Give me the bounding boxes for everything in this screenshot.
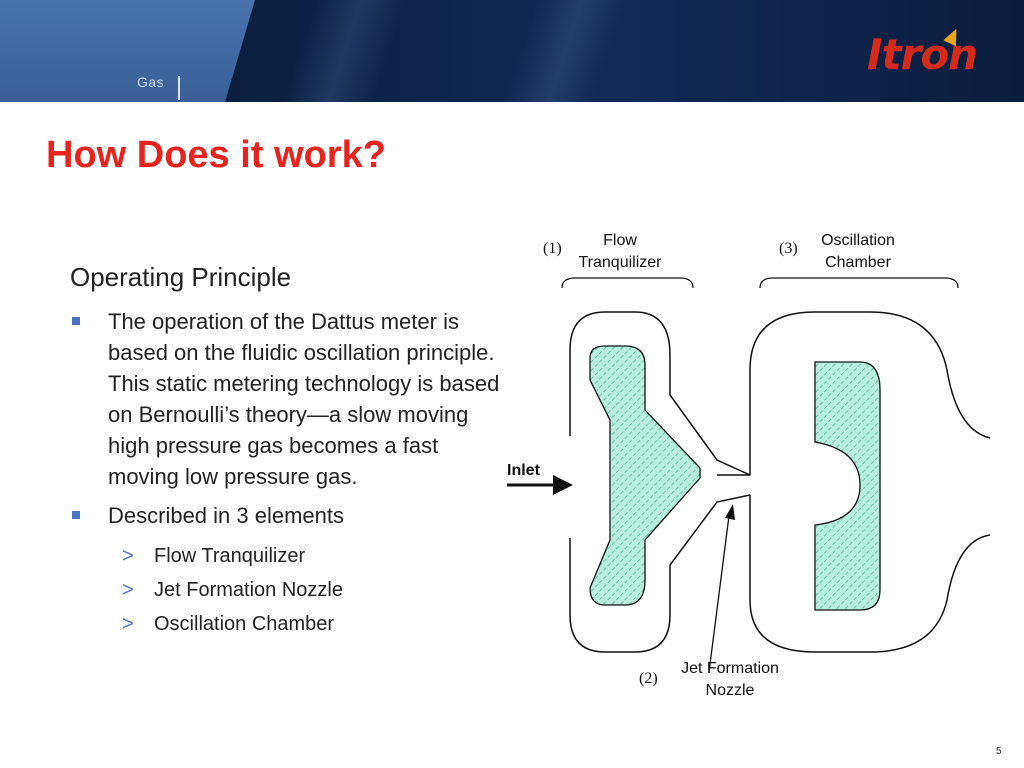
sub-bullet-item	[70, 539, 500, 573]
fluidic-oscillator-diagram	[495, 220, 1005, 715]
inlet-arrow-head	[553, 475, 573, 495]
itron-logo	[862, 28, 982, 82]
diagram-drawing	[495, 220, 1005, 715]
square-bullet-icon	[72, 317, 80, 325]
label-jet-formation-nozzle	[665, 658, 795, 702]
bullet-item	[70, 306, 500, 492]
header-streak	[283, 0, 406, 102]
page-number: 5	[996, 746, 1002, 757]
bullet-text: The operation of the Dattus meter is based on the fluidic oscillation principle. This static metering technology is based on Bernoulli’s theory—a slow moving high pressure gas becomes a fast moving low pressure gas.	[108, 309, 500, 489]
inlet-label: Inlet	[507, 462, 540, 479]
slide-subtitle: Operating Principle	[70, 262, 292, 292]
label-number-2: (2)	[639, 670, 658, 687]
section-divider	[178, 76, 180, 100]
header-streak	[503, 0, 626, 102]
label-line: Tranquilizer	[578, 254, 662, 271]
label-line: Chamber	[825, 254, 891, 271]
label-line: Flow	[603, 232, 637, 249]
header-accent-panel	[0, 0, 255, 102]
header-band	[0, 0, 1024, 102]
label-oscillation-chamber	[803, 230, 913, 274]
nozzle-pointer-line	[709, 516, 729, 672]
square-bullet-icon	[72, 511, 80, 519]
sub-bullet-item	[70, 573, 500, 607]
label-line: Nozzle	[705, 682, 755, 699]
chevron-right-icon: >	[122, 613, 134, 635]
logo-text: Itron	[866, 30, 978, 79]
bullet-text: Described in 3 elements	[108, 503, 345, 528]
brace-flow-tranquilizer	[562, 278, 693, 288]
chevron-right-icon: >	[122, 579, 134, 601]
nozzle-pointer-head	[725, 504, 735, 520]
label-flow-tranquilizer	[565, 230, 675, 274]
chevron-right-icon: >	[122, 545, 134, 567]
section-label: Gas	[137, 74, 165, 90]
slide-title: How Does it work?	[46, 134, 386, 176]
bullet-item	[70, 500, 500, 531]
sub-bullet-item	[70, 607, 500, 641]
oscillation-insert	[815, 362, 880, 610]
label-line: Jet Formation	[681, 660, 779, 677]
sub-bullet-text: Oscillation Chamber	[154, 613, 335, 635]
sub-bullet-text: Jet Formation Nozzle	[154, 579, 343, 601]
brace-oscillation-chamber	[760, 278, 958, 288]
tranquilizer-insert	[590, 346, 700, 605]
label-number-3: (3)	[779, 240, 798, 257]
sub-bullet-list	[70, 539, 500, 641]
bullet-list	[70, 306, 500, 641]
label-line: Oscillation	[821, 232, 895, 249]
label-number-1: (1)	[543, 240, 562, 257]
sub-bullet-text: Flow Tranquilizer	[154, 545, 306, 567]
